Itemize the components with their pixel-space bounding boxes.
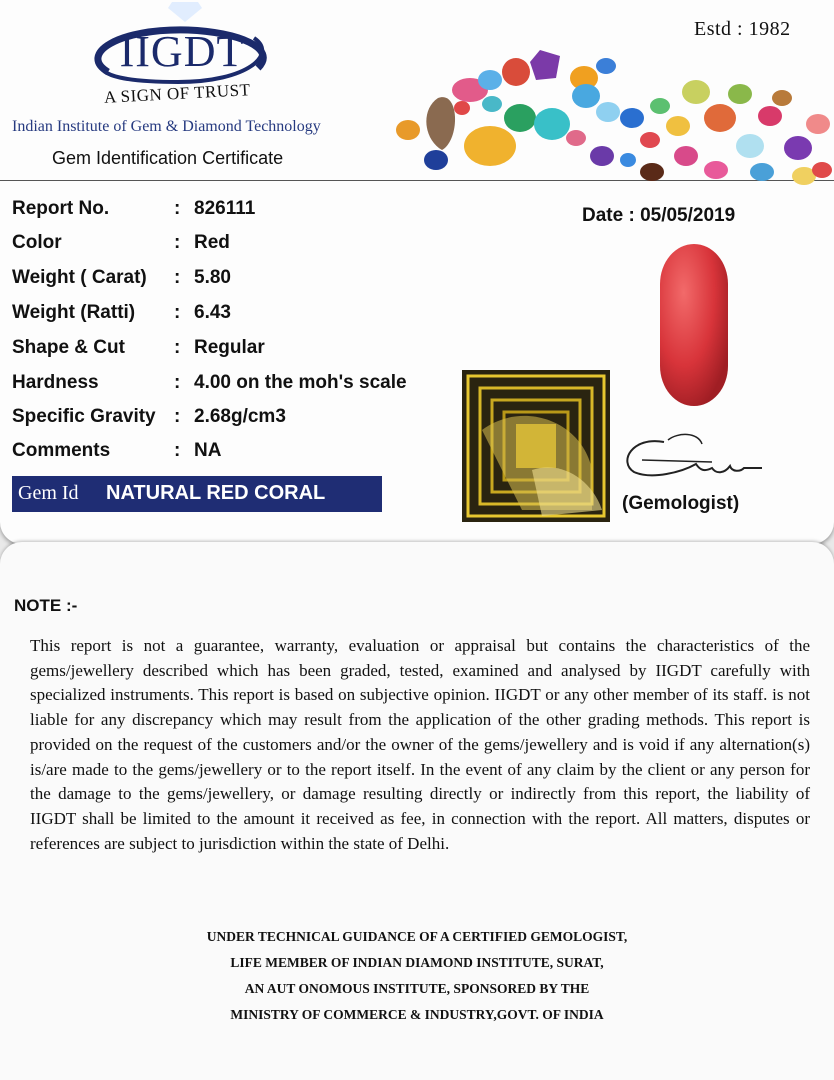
institute-name: Indian Institute of Gem & Diamond Technology — [12, 118, 321, 135]
field-label: Report No. — [12, 198, 110, 219]
comments-value: NA — [194, 440, 222, 461]
footer-line: MINISTRY OF COMMERCE & INDUSTRY,GOVT. OF INDIA — [230, 1007, 604, 1022]
footer-line: LIFE MEMBER OF INDIAN DIAMOND INSTITUTE, SURAT, — [230, 955, 604, 970]
coral-image — [658, 242, 730, 408]
weight-carat-value: 5.80 — [194, 267, 231, 288]
field-separator: : — [174, 232, 181, 253]
logo-text: IIGDT — [119, 27, 245, 76]
field-separator: : — [174, 337, 181, 358]
field-separator: : — [174, 440, 181, 461]
gem-id-bar — [12, 476, 382, 512]
weight-ratti-value: 6.43 — [194, 302, 231, 323]
report-date: Date : 05/05/2019 — [582, 205, 736, 226]
gemstones-image — [380, 20, 834, 190]
field-label: Weight ( Carat) — [12, 267, 147, 288]
hardness-value: 4.00 on the moh's scale — [194, 372, 407, 393]
field-label: Hardness — [12, 372, 99, 393]
footer-line: AN AUT ONOMOUS INSTITUTE, SPONSORED BY THE — [244, 981, 590, 996]
field-label: Color — [12, 232, 62, 253]
field-label: Specific Gravity — [12, 406, 156, 427]
tagline: A SIGN OF TRUST — [103, 80, 251, 107]
report-no-value: 826111 — [194, 198, 256, 219]
field-label: Comments — [12, 440, 111, 461]
shape-cut-value: Regular — [194, 337, 265, 358]
footer-line: UNDER TECHNICAL GUIDANCE OF A CERTIFIED GEMOLOGIST, — [206, 929, 628, 944]
signature — [612, 422, 782, 492]
established-year: Estd : 1982 — [694, 18, 791, 40]
field-separator: : — [174, 372, 181, 393]
field-separator: : — [174, 302, 181, 323]
field-separator: : — [174, 267, 181, 288]
certificate-title: Gem Identification Certificate — [52, 148, 284, 168]
color-value: Red — [194, 232, 230, 253]
specific-gravity-value: 2.68g/cm3 — [194, 406, 286, 427]
field-label: Shape & Cut — [12, 337, 125, 358]
gem-id-label: Gem Id — [18, 482, 79, 504]
note-paragraph: This report is not a guarantee, warranty, evaluation or appraisal but contains the characteristics of the gems/jewellery described which has been graded, tested, examined and analysed by IIGDT carefully with specialized instruments. This report is based on subjective opinion. IIGDT or any other member of its staff. is not liable for any discrepancy which may result from the application of the other grading methods. This report is provided on the request of the customers and/or the owner of the gems/jewellery and is void if any alternation(s) is/are made to the gems/jewellery or to the report itself. In the event of any claim by the client or any person for the damage to the gems/jewellery, or damage resulting directly or indirectly from this report, the liability of IIGDT shall be limited to the amount it received as fee, in connection with the report. All matters, disputes or references are subject to jurisdiction within the state of Delhi. — [30, 636, 810, 853]
diamond-icon — [168, 2, 202, 22]
certificate-header — [0, 0, 834, 181]
field-label: Weight (Ratti) — [12, 302, 136, 323]
field-separator: : — [174, 406, 181, 427]
field-separator: : — [174, 198, 181, 219]
gem-id-value: NATURAL RED CORAL — [106, 482, 326, 504]
gemologist-label: (Gemologist) — [622, 493, 740, 514]
note-heading: NOTE :- — [14, 596, 78, 615]
hologram-seal — [462, 370, 610, 522]
